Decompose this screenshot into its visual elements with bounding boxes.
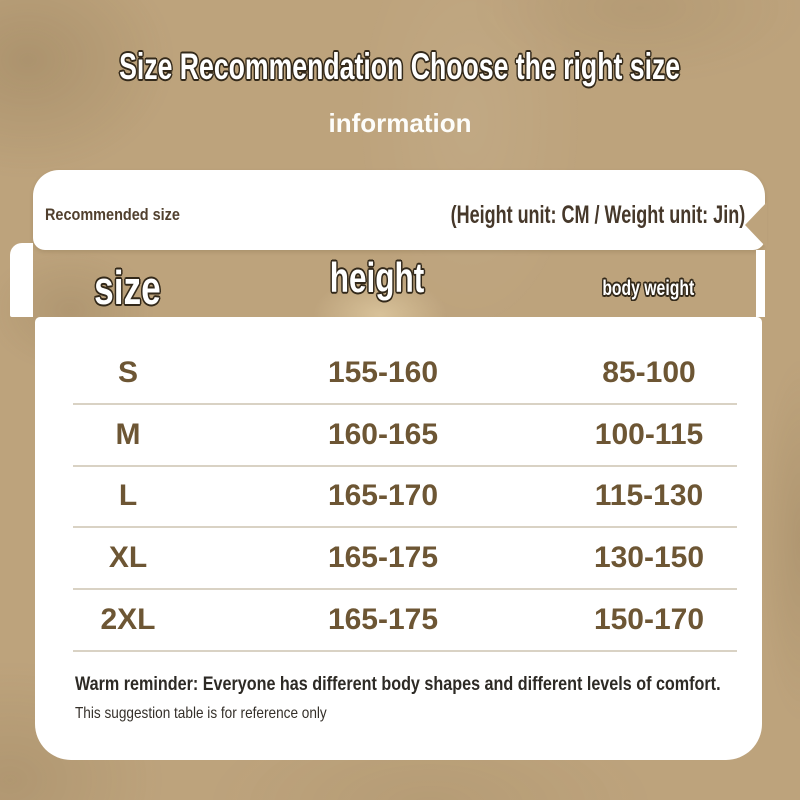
page-title-text: Size Recommendation Choose the right size — [119, 46, 681, 87]
height-cell: 165-175 — [327, 541, 439, 575]
column-header-height: height — [329, 254, 425, 301]
warm-reminder-text: Warm reminder: Everyone has different body shapes and different levels of comfort. — [75, 673, 721, 695]
size-cell: M — [115, 417, 141, 451]
weight-cell: 150-170 — [593, 603, 705, 637]
column-header-body-weight: body weight — [602, 277, 694, 300]
table-row — [73, 528, 737, 590]
weight-cell: 115-130 — [594, 479, 704, 513]
recommended-size-label: Recommended size — [45, 205, 180, 224]
recommended-size-panel — [33, 170, 765, 250]
size-cell: S — [117, 355, 138, 389]
height-cell: 160-165 — [327, 417, 439, 451]
page-subtitle: information — [328, 108, 472, 138]
ribbon-notch-decoration — [745, 202, 767, 248]
table-row — [73, 343, 737, 405]
units-label: (Height unit: CM / Weight unit: Jin) — [450, 200, 745, 229]
card-footer — [75, 674, 762, 723]
height-cell: 165-175 — [327, 603, 439, 637]
right-strip-decoration — [756, 250, 765, 317]
table-row — [73, 405, 737, 467]
size-table-card — [35, 317, 762, 760]
column-header-size: size — [93, 261, 161, 314]
weight-cell: 85-100 — [602, 355, 696, 389]
size-cell: L — [118, 479, 138, 513]
table-row — [73, 467, 737, 529]
table-row — [73, 590, 737, 652]
weight-cell: 100-115 — [594, 417, 704, 451]
height-cell: 155-160 — [327, 355, 439, 389]
page-title — [0, 46, 800, 88]
size-cell: XL — [108, 541, 148, 575]
left-strip-decoration — [10, 243, 33, 317]
height-cell: 165-170 — [327, 479, 439, 513]
reference-note-text: This suggestion table is for reference only — [75, 704, 327, 722]
size-cell: 2XL — [100, 603, 156, 637]
weight-cell: 130-150 — [593, 541, 705, 575]
